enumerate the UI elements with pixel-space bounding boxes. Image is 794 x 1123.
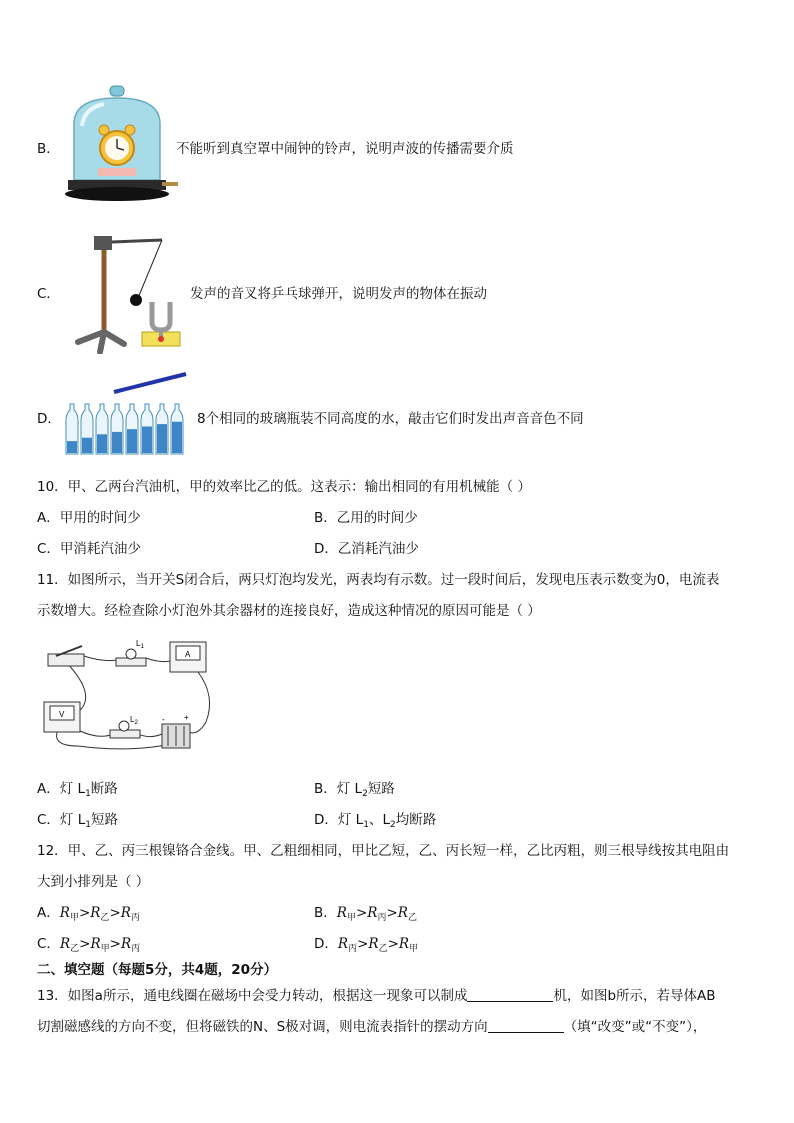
bottle-water xyxy=(172,422,182,453)
bottle-water xyxy=(112,432,122,453)
q12-option-c[interactable]: C．$R_乙>R_甲>R_丙$ xyxy=(37,936,141,954)
q10-option-d[interactable]: D．乙消耗汽油少 xyxy=(314,541,419,557)
q11-option-b[interactable]: B．灯 $L_2$短路 xyxy=(314,781,395,799)
q10-option-c[interactable]: C．甲消耗汽油少 xyxy=(37,541,141,557)
q12-option-b[interactable]: B．$R_甲>R_丙>R_乙$ xyxy=(314,905,417,923)
tuning-fork-figure xyxy=(72,232,190,354)
lamp-l2-label: $L_2$ xyxy=(130,715,138,726)
ammeter-label: A xyxy=(185,650,191,659)
q11-option-a[interactable]: A．灯 $L_1$断路 xyxy=(37,781,118,799)
q11-stem-line1: 11．如图所示，当开关S闭合后，两只灯泡均发光，两表均有示数。过一段时间后，发现电压表示数变为0，电流表 xyxy=(37,572,720,588)
bottles-figure xyxy=(64,370,194,456)
option-c-text: 发声的音叉将乒乓球弹开，说明发声的物体在振动 xyxy=(190,286,487,302)
q10-option-a[interactable]: A．甲用的时间少 xyxy=(37,510,141,526)
q13-blank-1[interactable] xyxy=(467,987,553,1002)
q13-line1: 13．如图a所示，通电线圈在磁场中会受力转动，根据这一现象可以制成 机，如图b所示，若导体AB xyxy=(37,988,716,1004)
q12-stem-line2: 大到小排列是（ ） xyxy=(37,874,150,890)
bottle-water xyxy=(127,429,137,453)
lamp-l1-label: $L_1$ xyxy=(136,639,144,650)
q12-stem-line1: 12．甲、乙、丙三根镍铬合金线。甲、乙粗细相同，甲比乙短，乙、丙长短一样，乙比丙粗，则三根导线按其电阻由 xyxy=(37,843,730,859)
voltmeter-label: V xyxy=(59,710,65,719)
q12-option-d[interactable]: D．$R_丙>R_乙>R_甲$ xyxy=(314,936,419,954)
bottle-water xyxy=(142,426,152,453)
option-c-label: C． xyxy=(37,286,60,302)
bottle-water xyxy=(67,441,77,453)
q13-blank-2[interactable] xyxy=(488,1018,564,1033)
q11-option-d[interactable]: D．灯 $L_1$、$L_2$均断路 xyxy=(314,812,437,830)
bottle-water xyxy=(97,434,107,453)
battery-plus: + xyxy=(184,713,189,722)
option-d-text: 8个相同的玻璃瓶装不同高度的水，敲击它们时发出声音音色不同 xyxy=(197,411,584,427)
bell-jar-figure xyxy=(64,84,180,208)
q11-stem-line2: 示数增大。经检查除小灯泡外其余器材的连接良好，造成这种情况的原因可能是（ ） xyxy=(37,603,541,619)
q13-line2: 切割磁感线的方向不变，但将磁铁的N、S极对调，则电流表指针的摆动方向 （填“改变”或“不变”）， xyxy=(37,1019,707,1035)
option-d-label: D． xyxy=(37,411,61,427)
q12-option-a[interactable]: A．$R_甲>R_乙>R_丙$ xyxy=(37,905,140,923)
option-b-text: 不能听到真空罩中闹钟的铃声，说明声波的传播需要介质 xyxy=(176,141,514,157)
option-b-label: B． xyxy=(37,141,60,157)
q10-option-b[interactable]: B．乙用的时间少 xyxy=(314,510,418,526)
bottle-water xyxy=(82,438,92,453)
q10-stem: 10．甲、乙两台汽油机，甲的效率比乙的低。这表示：输出相同的有用机械能（ ） xyxy=(37,479,531,495)
q11-option-c[interactable]: C．灯 $L_1$短路 xyxy=(37,812,118,830)
section-heading: 二、填空题（每题5分，共4题，20分） xyxy=(37,962,278,978)
bottle-water xyxy=(157,424,167,453)
circuit-figure xyxy=(38,636,220,754)
battery-minus: - xyxy=(162,715,165,724)
